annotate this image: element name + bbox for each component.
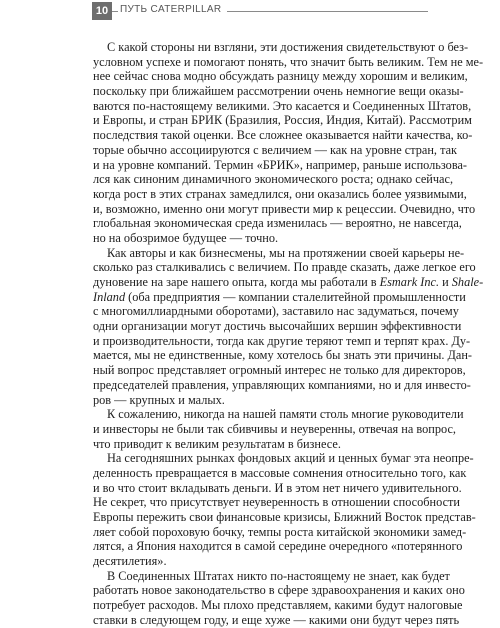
text-line: Европы пережить свои финансовые кризисы, Ближний Восток представ- [93, 510, 476, 524]
text-line: потребует расходов. Мы плохо представляем, какими будут налоговые [93, 598, 463, 613]
text-line: Не секрет, что присутствует неуверенность в отношении способности [93, 495, 460, 510]
text-line: деленность превращается в массовые сомнения относительно того, как [93, 465, 467, 480]
text-line: К сожалению, никогда на нашей памяти столь многие руководители [107, 407, 464, 422]
text-line: что приводит к великим результатам в бизнесе. [93, 436, 341, 451]
text-line: ный вопрос представляет огромный интерес не только для директоров, [93, 363, 466, 378]
text-line: и производительности, тогда как другие теряют темп и терпят крах. Ду- [93, 333, 471, 348]
page-number: 10 [92, 2, 112, 20]
text-line: условном успехе и помогают понять, что значит быть великим. Тем не ме- [93, 54, 484, 69]
paragraph [93, 40, 484, 246]
text-line: работать новое законодательство в сфере здравоохранения и каких оно [93, 583, 465, 598]
text-line: с многомиллиардными оборотами), заставило нас задуматься, почему [93, 304, 459, 319]
text-line: лся как синоним динамичного экономического роста; однако сейчас, [93, 172, 454, 187]
text-line: поскольку при ближайшем рассмотрении очень немногие вещи оказы- [93, 84, 464, 99]
text-line: когда рост в этих странах замедлился, они оказались более уязвимыми, [93, 186, 467, 201]
text-line: дуновение на заре нашего опыта, когда мы работали в Esmark Inc. и Shale- [93, 275, 484, 289]
text-line: последствия такой оценки. Все сложнее оказывается найти качества, ко- [93, 128, 473, 143]
text-line: ляет собой пороховую бочку, темпы роста китайской экономики замед- [93, 524, 467, 539]
text-line: мается, мы не единственные, кому хотелось бы знать эти причины. Дан- [93, 348, 473, 363]
text-line: ваются по-настоящему великими. Это касается и Соединенных Штатов, [93, 98, 472, 113]
text-line: ставки в следующем году, и еще хуже — какими они будут через пять [93, 612, 460, 627]
text-line: лятся, а Япония находится в самой середине очередного «потерянного [93, 539, 463, 554]
text-line: и на уровне компаний. Термин «БРИК», например, раньше использова- [93, 157, 468, 172]
paragraph [93, 407, 464, 451]
text-line: нее сейчас снова модно обсуждать разницу между хорошим и великим, [93, 69, 468, 84]
text-line: торые обычно ассоциируются с величием — как на уровне стран, так [93, 142, 458, 157]
text-line: сколько раз сталкивались с величием. По правде сказать, даже легкое его [93, 260, 476, 275]
text-line: Inland (оба предприятия — компании сталелитейной промышленности [93, 289, 466, 304]
text-line: председателей правления, управляющих компаниями, но и для инвесто- [93, 377, 471, 392]
text-line: десятилетия». [93, 554, 167, 569]
text-line: В Соединенных Штатах никто по-настоящему не знает, как будет [107, 568, 450, 583]
running-head: ПУТЬ CATERPILLAR [118, 4, 227, 15]
text-line: и Европы, и стран БРИК (Бразилия, Россия, Индия, Китай). Рассмотрим [93, 113, 472, 128]
text-line: одни организации могут достичь высочайших вершин эффективности [93, 319, 462, 334]
text-line: На сегодняшних рынках фондовых акций и ценных бумаг эта неопре- [107, 451, 474, 466]
text-line: ров — крупных и малых. [93, 392, 225, 407]
paragraph [93, 451, 476, 569]
text-line: и, возможно, именно они могут привести мир к рецессии. Очевидно, что [93, 201, 476, 216]
text-line: и инвесторы не были так сбивчивы и неуверенны, отвечая на вопрос, [93, 421, 456, 436]
text-line: но на обозримое будущее — точно. [93, 230, 279, 245]
paragraph [93, 568, 465, 628]
paragraph [93, 245, 484, 408]
text-line: Как авторы и как бизнесмены, мы на протяжении своей карьеры не- [107, 245, 465, 260]
text-line: С какой стороны ни взгляни, эти достижения свидетельствуют о без- [107, 40, 469, 54]
text-line: и во что стоит вкладывать деньги. И в этом нет ничего удивительного. [93, 480, 462, 495]
page-header [0, 0, 500, 22]
text-line: глобальная экономическая среда изменилась — вероятно, не навсегда, [93, 216, 462, 231]
body-text [93, 40, 484, 628]
